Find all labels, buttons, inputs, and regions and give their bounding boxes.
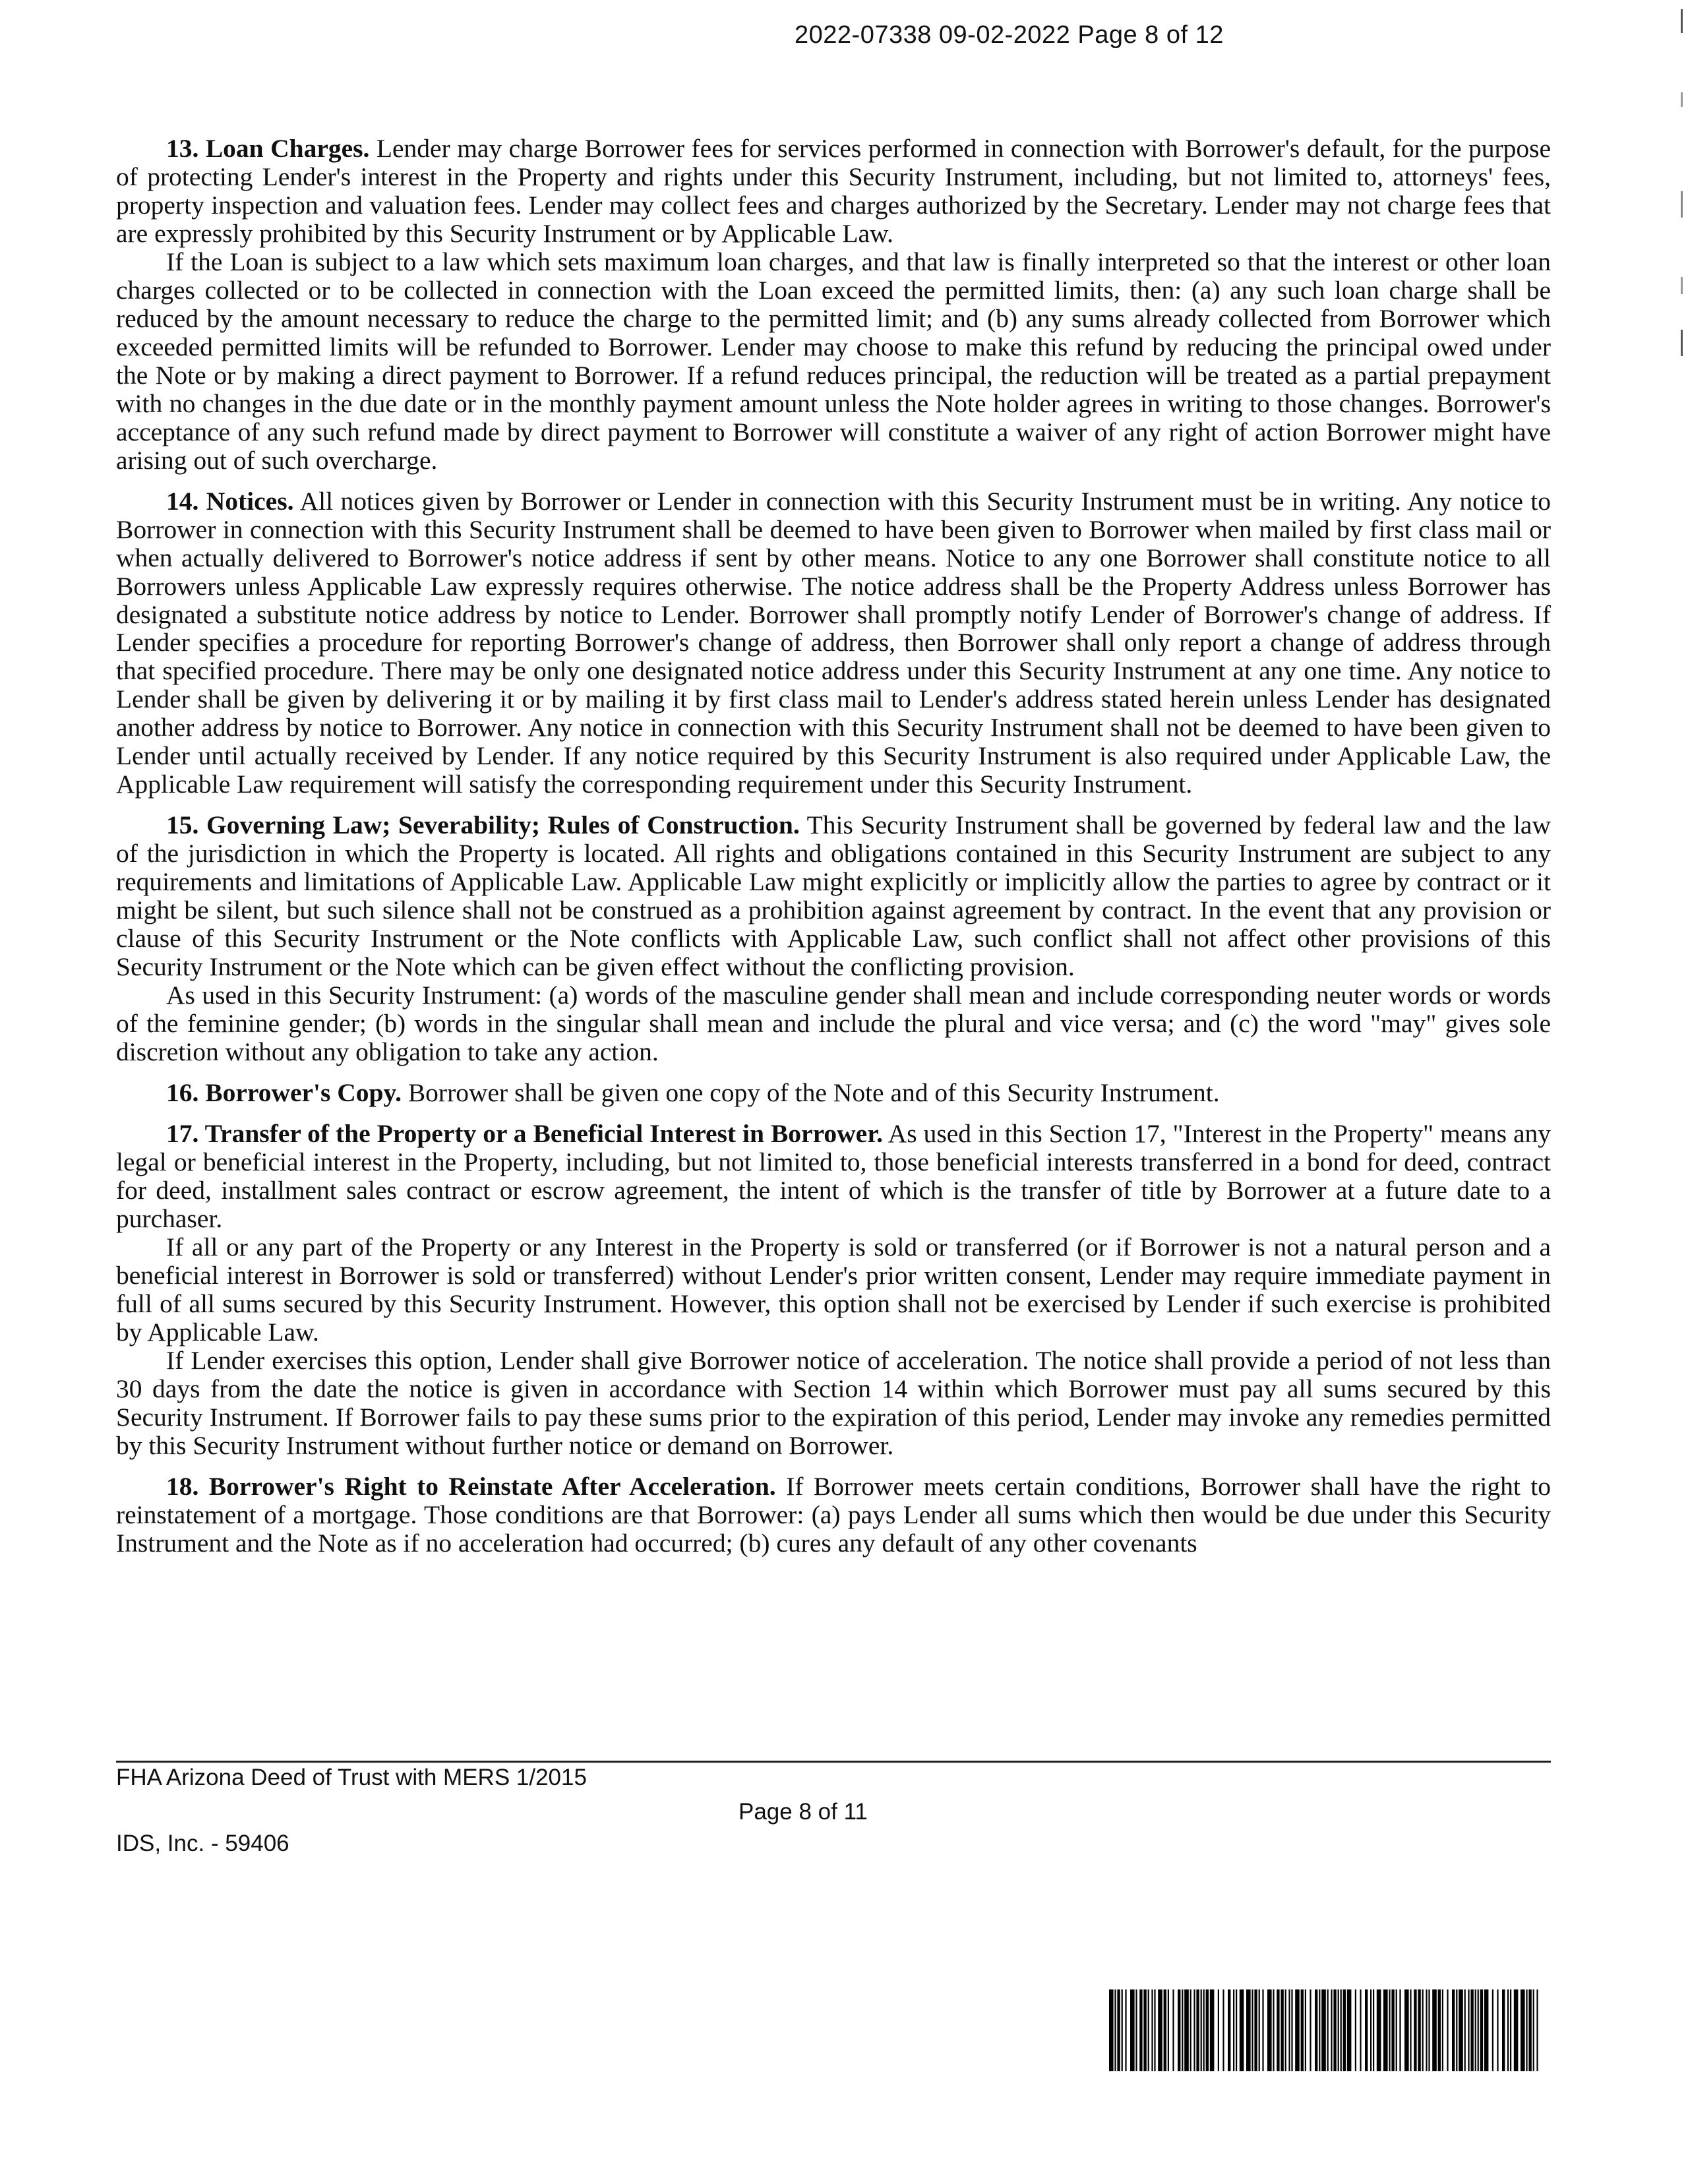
- section-17: [116, 1120, 1551, 1233]
- barcode-bar: [1267, 1989, 1272, 2071]
- barcode-bar: [1459, 1989, 1463, 2071]
- barcode-bar: [1201, 1989, 1202, 2071]
- barcode-bar: [1396, 1989, 1397, 2071]
- section-heading: 17. Transfer of the Property or a Beneficial Interest in Borrower.: [166, 1118, 883, 1148]
- barcode-bar: [1426, 1989, 1427, 2071]
- barcode-bar: [1422, 1989, 1424, 2071]
- barcode-bar: [1154, 1989, 1155, 2071]
- barcode-bar: [1117, 1989, 1120, 2071]
- barcode-bar: [1135, 1989, 1137, 2071]
- barcode-bar: [1456, 1989, 1457, 2071]
- barcode-bar: [1164, 1989, 1166, 2071]
- barcode-bar: [1377, 1989, 1381, 2071]
- section-15: [116, 811, 1551, 981]
- barcode-bar: [1246, 1989, 1251, 2071]
- barcode-bar: [1391, 1989, 1394, 2071]
- barcode-bar: [1158, 1989, 1162, 2071]
- barcode-bar: [1151, 1989, 1153, 2071]
- scan-edge-mark: [1681, 9, 1683, 33]
- barcode-bar: [1507, 1989, 1509, 2071]
- barcode-bar: [1251, 1989, 1253, 2071]
- barcode-bar: [1254, 1989, 1257, 2071]
- barcode-bar: [1327, 1989, 1329, 2071]
- barcode: [1109, 1989, 1544, 2071]
- section-13-paragraph-2: [116, 248, 1551, 475]
- barcode-bar: [1277, 1989, 1279, 2071]
- barcode-bar: [1139, 1989, 1142, 2071]
- section-17-paragraph-2: [116, 1233, 1551, 1347]
- barcode-bar: [1310, 1989, 1311, 2071]
- barcode-bar: [1418, 1989, 1420, 2071]
- barcode-bar: [1196, 1989, 1199, 2071]
- barcode-bar: [1478, 1989, 1479, 2071]
- barcode-bar: [1355, 1989, 1356, 2071]
- barcode-bar: [1410, 1989, 1411, 2071]
- barcode-bar: [1178, 1989, 1180, 2071]
- section-17-paragraph-3: [116, 1347, 1551, 1460]
- barcode-bar: [1233, 1989, 1234, 2071]
- footer-divider: [116, 1761, 1551, 1763]
- barcode-bar: [1281, 1989, 1283, 2071]
- barcode-bar: [1331, 1989, 1332, 2071]
- barcode-bar: [1502, 1989, 1505, 2071]
- barcode-bar: [1285, 1989, 1286, 2071]
- barcode-bar: [1259, 1989, 1260, 2071]
- barcode-bar: [1321, 1989, 1326, 2071]
- barcode-bar: [1295, 1989, 1300, 2071]
- barcode-bar: [1347, 1989, 1352, 2071]
- barcode-bar: [1236, 1989, 1237, 2071]
- barcode-bar: [1333, 1989, 1336, 2071]
- barcode-bar: [1470, 1989, 1473, 2071]
- footer-page-number: Page 8 of 11: [738, 1799, 868, 1825]
- recording-stamp: 2022-07338 09-02-2022 Page 8 of 12: [795, 21, 1224, 49]
- barcode-bar: [1305, 1989, 1306, 2071]
- section-heading: 18. Borrower's Right to Reinstate After Acceleration.: [166, 1471, 776, 1501]
- barcode-bar: [1240, 1989, 1244, 2071]
- scan-edge-mark: [1681, 330, 1683, 356]
- barcode-bar: [1182, 1989, 1183, 2071]
- barcode-bar: [1514, 1989, 1519, 2071]
- barcode-bar: [1184, 1989, 1189, 2071]
- barcode-bar: [1203, 1989, 1205, 2071]
- barcode-bar: [1468, 1989, 1469, 2071]
- section-text: If the Loan is subject to a law which sets maximum loan charges, and that law is finally interpreted so that the interest or other loan charges collected or to be collected in connection with the Loan exceed the permitted limits, then: (a) any such loan charge shall be reduced by the amount necessary to reduce the charge to the permitted limit; and (b) any sums already collected from Borrower which exceeded permitted limits will be refunded to Borrower. Lender may choose to make this refund by reducing the principal owed under the Note or by making a direct payment to Borrower. If a refund reduces principal, the reduction will be treated as a partial prepayment with no changes in the due date or in the monthly payment amount unless the Note holder agrees in writing to those changes. Borrower's acceptance of any such refund made by direct payment to Borrower will constitute a waiver of any right of action Borrower might have arising out of such overcharge.: [116, 247, 1551, 475]
- barcode-bar: [1497, 1989, 1498, 2071]
- barcode-bar: [1360, 1989, 1361, 2071]
- barcode-bar: [1389, 1989, 1390, 2071]
- section-text: This Security Instrument shall be governed by federal law and the law of the jurisdiction in which the Property is located. All rights and obligations contained in this Security Instrument are subject to any requirements and limitations of Applicable Law. Applicable Law might explicitly or implicitly allow the parties to agree by contract or it might be silent, but such silence shall not be construed as a prohibition against agreement by contract. In the event that any provision or clause of this Security Instrument or the Note conflicts with Applicable Law, such conflict shall not affect other provisions of this Security Instrument or the Note which can be given effect without the conflicting provision.: [116, 810, 1551, 982]
- barcode-bar: [1480, 1989, 1483, 2071]
- barcode-bar: [1125, 1989, 1126, 2071]
- barcode-bar: [1399, 1989, 1401, 2071]
- barcode-bar: [1475, 1989, 1476, 2071]
- section-heading: 16. Borrower's Copy.: [166, 1078, 402, 1107]
- section-heading: 15. Governing Law; Severability; Rules of Construction.: [166, 810, 800, 840]
- barcode-bar: [1228, 1989, 1230, 2071]
- barcode-bar: [1373, 1989, 1374, 2071]
- section-heading: 13. Loan Charges.: [166, 134, 370, 163]
- scan-edge-mark: [1681, 277, 1683, 294]
- barcode-bar: [1521, 1989, 1525, 2071]
- scan-edge-mark: [1681, 191, 1683, 218]
- document-body: [116, 135, 1551, 1558]
- scan-edge-mark: [1681, 92, 1683, 107]
- barcode-bar: [1114, 1989, 1116, 2071]
- section-18: [116, 1472, 1551, 1558]
- barcode-bar: [1438, 1989, 1441, 2071]
- barcode-bar: [1315, 1989, 1317, 2071]
- barcode-bar: [1383, 1989, 1388, 2071]
- barcode-bar: [1222, 1989, 1224, 2071]
- barcode-bar: [1338, 1989, 1339, 2071]
- barcode-bar: [1172, 1989, 1174, 2071]
- barcode-bar: [1288, 1989, 1290, 2071]
- barcode-bar: [1341, 1989, 1342, 2071]
- barcode-bar: [1301, 1989, 1304, 2071]
- section-text: If all or any part of the Property or any Interest in the Property is sold or transferred (or if Borrower is not a natural person and a beneficial interest in Borrower is sold or transferred) without Lender's prior written consent, Lender may require immediate payment in full of all sums secured by this Security Instrument. However, this option shall not be exercised by Lender if such exercise is prohibited by Applicable Law.: [116, 1232, 1551, 1347]
- barcode-bar: [1262, 1989, 1263, 2071]
- barcode-bar: [1414, 1989, 1416, 2071]
- section-text: Borrower shall be given one copy of the Note and of this Security Instrument.: [401, 1078, 1220, 1107]
- section-text: If Lender exercises this option, Lender shall give Borrower notice of acceleration. The notice shall provide a period of not less than 30 days from the date the notice is given in accordance with Section 14 within which Borrower must pay all sums secured by this Security Instrument. If Borrower fails to pay these sums prior to the expiration of this period, Lender may invoke any remedies permitted by this Security Instrument without further notice or demand on Borrower.: [116, 1345, 1551, 1460]
- barcode-bar: [1536, 1989, 1538, 2071]
- barcode-bar: [1206, 1989, 1209, 2071]
- section-heading: 14. Notices.: [166, 486, 294, 516]
- barcode-bar: [1109, 1989, 1114, 2071]
- section-text: As used in this Section 17, "Interest in the Property" means any legal or beneficial interest in the Property, including, but not limited to, those beneficial interests transferred in a bond for deed, contract for deed, installment sales contract or escrow agreement, the intent of which is the transfer of title by Borrower at a future date to a purchaser.: [116, 1118, 1552, 1233]
- barcode-bar: [1168, 1989, 1169, 2071]
- barcode-bar: [1190, 1989, 1191, 2071]
- footer-vendor: IDS, Inc. - 59406: [116, 1831, 289, 1856]
- barcode-bar: [1404, 1989, 1409, 2071]
- barcode-bar: [1370, 1989, 1372, 2071]
- barcode-bar: [1442, 1989, 1443, 2071]
- barcode-bar: [1143, 1989, 1146, 2071]
- section-14: [116, 487, 1551, 799]
- barcode-bar: [1432, 1989, 1437, 2071]
- barcode-bar: [1291, 1989, 1292, 2071]
- section-text: If Borrower meets certain conditions, Borrower shall have the right to reinstatement of a mortgage. Those conditions are that Borrower: (a) pays Lender all sums which then would be due under this Security Instrument and the Note as if no acceleration had occurred; (b) cures any default of any other covenants: [116, 1471, 1552, 1558]
- barcode-bar: [1218, 1989, 1219, 2071]
- barcode-bar: [1510, 1989, 1511, 2071]
- section-text: As used in this Security Instrument: (a) words of the masculine gender shall mean and include corresponding neuter words or words of the feminine gender; (b) words in the singular shall mean and include the plural and vice versa; and (c) the word "may" gives sole discretion without any obligation to take any action.: [116, 981, 1551, 1067]
- barcode-bar: [1484, 1989, 1489, 2071]
- section-13: [116, 135, 1551, 248]
- barcode-bar: [1526, 1989, 1527, 2071]
- barcode-bar: [1148, 1989, 1149, 2071]
- barcode-bar: [1130, 1989, 1135, 2071]
- barcode-bar: [1210, 1989, 1215, 2071]
- footer-form-title: FHA Arizona Deed of Trust with MERS 1/2015: [116, 1765, 587, 1790]
- barcode-bar: [1273, 1989, 1274, 2071]
- section-16: [116, 1079, 1551, 1107]
- barcode-bar: [1492, 1989, 1493, 2071]
- barcode-bar: [1447, 1989, 1448, 2071]
- barcode-bar: [1464, 1989, 1466, 2071]
- barcode-bar: [1528, 1989, 1531, 2071]
- barcode-bar: [1193, 1989, 1195, 2071]
- section-text: Lender may charge Borrower fees for services performed in connection with Borrower's default, for the purpose of protecting Lender's interest in the Property and rights under this Security Instrument, including, but not limited to, attorneys' fees, property inspection and valuation fees. Lender may collect fees and charges authorized by the Secretary. Lender may not charge fees that are expressly prohibited by this Security Instrument or by Applicable Law.: [116, 134, 1551, 248]
- section-text: All notices given by Borrower or Lender in connection with this Security Instrument must be in writing. Any notice to Borrower in connection with this Security Instrument shall be deemed to have been given to Borrower when mailed by first class mail or when actually delivered to Borrower's notice address if sent by other means. Notice to any one Borrower shall constitute notice to all Borrowers unless Applicable Law expressly requires otherwise. The notice address shall be the Property Address unless Borrower has designated a substitute notice address by notice to Lender. Borrower shall promptly notify Lender of Borrower's change of address. If Lender specifies a procedure for reporting Borrower's change of address, then Borrower shall only report a change of address through that specified procedure. There may be only one designated notice address under this Security Instrument at any one time. Any notice to Lender shall be given by delivering it or by mailing it by first class mail to Lender's address stated herein unless Lender has designated another address by notice to Borrower. Any notice in connection with this Security Instrument shall not be deemed to have been given to Lender until actually received by Lender. If any notice required by this Security Instrument is also required under Applicable Law, the Applicable Law requirement will satisfy the corresponding requirement under this Security Instrument.: [116, 486, 1551, 799]
- barcode-bar: [1533, 1989, 1534, 2071]
- barcode-bar: [1319, 1989, 1320, 2071]
- barcode-bar: [1452, 1989, 1455, 2071]
- barcode-bar: [1122, 1989, 1123, 2071]
- section-15-paragraph-2: [116, 981, 1551, 1066]
- barcode-bar: [1365, 1989, 1368, 2071]
- barcode-bar: [1428, 1989, 1430, 2071]
- barcode-bar: [1343, 1989, 1346, 2071]
